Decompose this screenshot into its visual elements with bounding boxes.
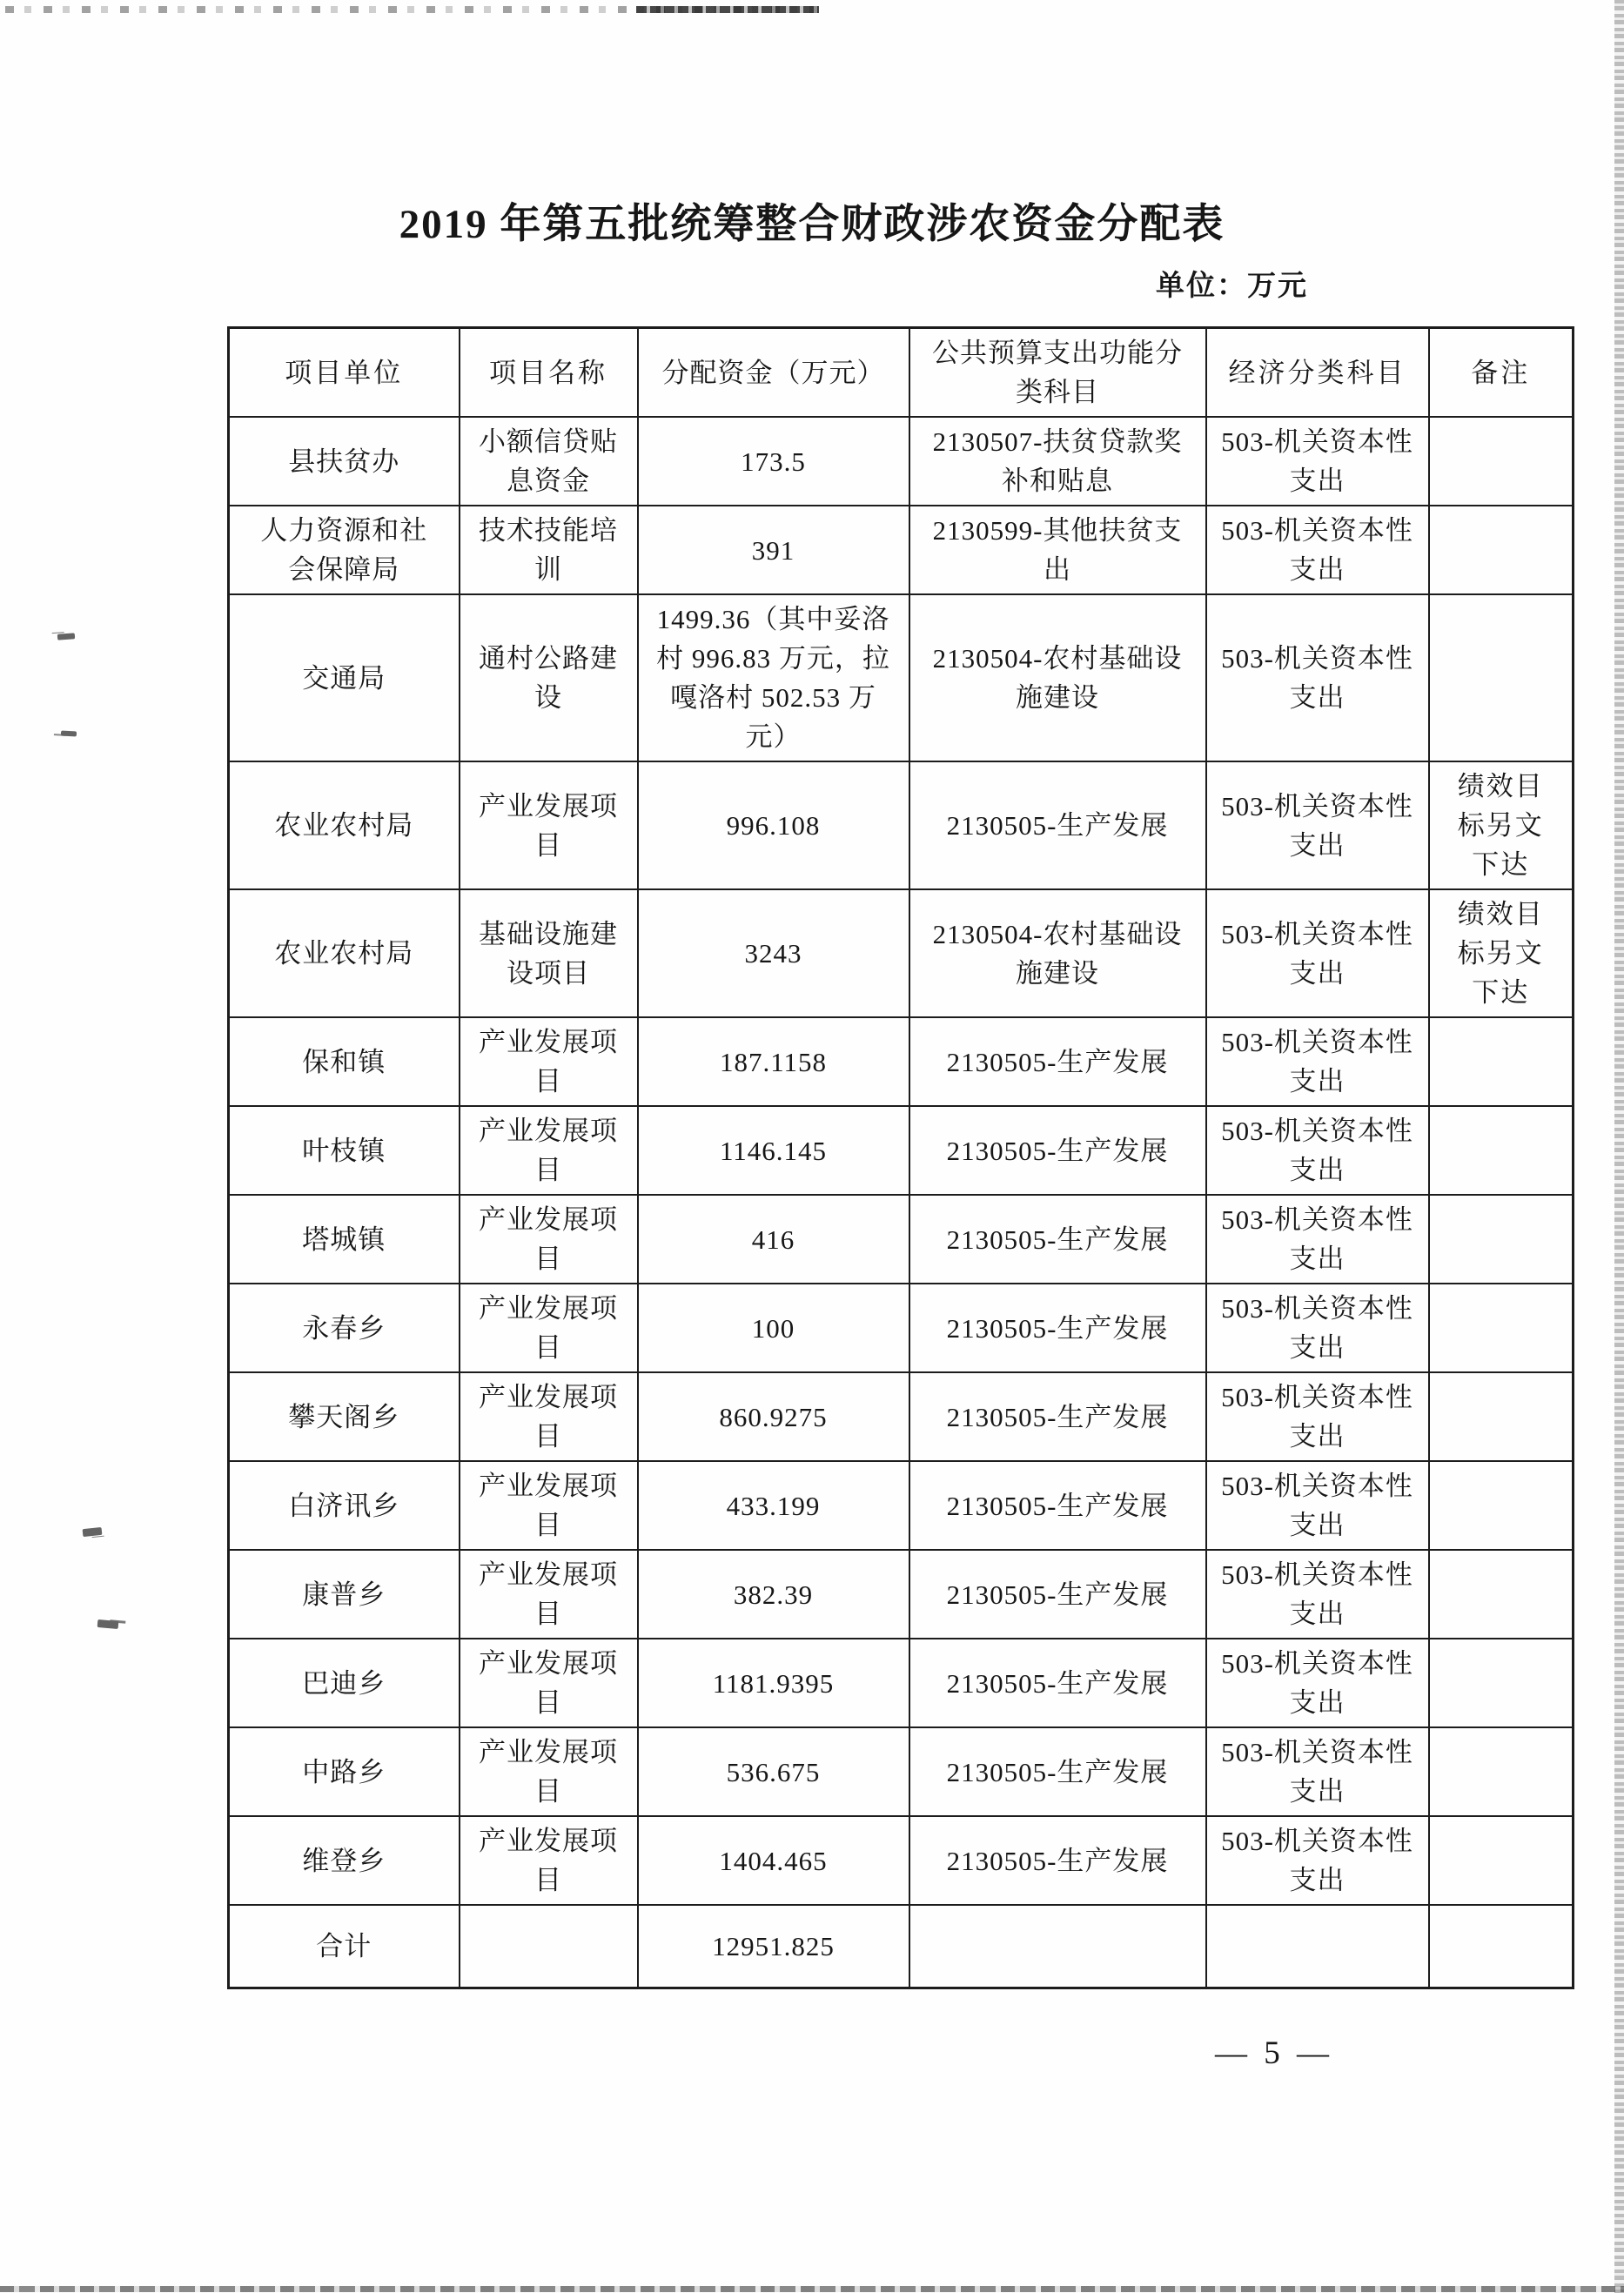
table-cell — [460, 1905, 638, 1988]
table-cell — [1429, 417, 1574, 506]
table-cell: 503-机关资本性支出 — [1206, 1195, 1429, 1284]
table-cell: 康普乡 — [229, 1550, 460, 1639]
table-container — [227, 326, 1572, 1989]
table-cell: 产业发展项目 — [460, 1639, 638, 1727]
table-cell: 3243 — [638, 889, 909, 1017]
table-cell: 合计 — [229, 1905, 460, 1988]
table-cell: 503-机关资本性支出 — [1206, 761, 1429, 889]
table-row — [229, 1461, 1574, 1550]
table-cell: 2130505-生产发展 — [909, 761, 1206, 889]
table-cell: 416 — [638, 1195, 909, 1284]
table-cell: 187.1158 — [638, 1017, 909, 1106]
header-project-unit: 项目单位 — [229, 328, 460, 418]
table-cell: 人力资源和社会保障局 — [229, 506, 460, 594]
table-cell: 产业发展项目 — [460, 1550, 638, 1639]
unit-label: 单位：万元 — [1156, 271, 1308, 302]
table-cell: 农业农村局 — [229, 889, 460, 1017]
table-cell: 攀天阁乡 — [229, 1372, 460, 1461]
table-row — [229, 417, 1574, 506]
table-cell — [1429, 594, 1574, 761]
table-cell: 技术技能培训 — [460, 506, 638, 594]
table-cell: 860.9275 — [638, 1372, 909, 1461]
table-cell: 2130505-生产发展 — [909, 1195, 1206, 1284]
table-row — [229, 1639, 1574, 1727]
table-cell: 2130505-生产发展 — [909, 1017, 1206, 1106]
table-cell — [1429, 1727, 1574, 1816]
table-row — [229, 1550, 1574, 1639]
header-economic-category: 经济分类科目 — [1206, 328, 1429, 418]
table-cell: 白济讯乡 — [229, 1461, 460, 1550]
table-body — [229, 417, 1574, 1988]
table-cell: 536.675 — [638, 1727, 909, 1816]
table-cell: 1146.145 — [638, 1106, 909, 1195]
table-cell: 通村公路建设 — [460, 594, 638, 761]
table-cell: 2130505-生产发展 — [909, 1550, 1206, 1639]
table-cell: 产业发展项目 — [460, 1461, 638, 1550]
table-cell: 12951.825 — [638, 1905, 909, 1988]
table-cell — [1429, 1816, 1574, 1905]
table-cell: 叶枝镇 — [229, 1106, 460, 1195]
table-row — [229, 1106, 1574, 1195]
table-cell: 产业发展项目 — [460, 1816, 638, 1905]
table-cell: 基础设施建设项目 — [460, 889, 638, 1017]
table-row — [229, 1017, 1574, 1106]
table-cell: 2130505-生产发展 — [909, 1816, 1206, 1905]
table-row — [229, 1195, 1574, 1284]
table-cell: 产业发展项目 — [460, 761, 638, 889]
table-cell — [1429, 1550, 1574, 1639]
table-cell: 1499.36（其中妥洛村 996.83 万元，拉嘎洛村 502.53 万元） — [638, 594, 909, 761]
scan-smudge — [61, 731, 77, 737]
table-cell: 产业发展项目 — [460, 1106, 638, 1195]
table-row — [229, 889, 1574, 1017]
header-remarks: 备注 — [1429, 328, 1574, 418]
table-cell — [1429, 1461, 1574, 1550]
table-cell: 2130504-农村基础设施建设 — [909, 889, 1206, 1017]
table-cell: 503-机关资本性支出 — [1206, 1106, 1429, 1195]
table-cell — [1429, 1195, 1574, 1284]
table-row — [229, 594, 1574, 761]
table-cell: 2130505-生产发展 — [909, 1284, 1206, 1372]
table-cell: 503-机关资本性支出 — [1206, 506, 1429, 594]
table-cell: 2130505-生产发展 — [909, 1372, 1206, 1461]
table-cell — [1429, 1284, 1574, 1372]
table-row — [229, 506, 1574, 594]
table-cell: 503-机关资本性支出 — [1206, 1727, 1429, 1816]
table-cell — [1429, 506, 1574, 594]
table-cell: 产业发展项目 — [460, 1727, 638, 1816]
table-cell: 产业发展项目 — [460, 1372, 638, 1461]
table-cell: 绩效目标另文下达 — [1429, 761, 1574, 889]
table-cell: 小额信贷贴息资金 — [460, 417, 638, 506]
scan-artifact-bottom — [0, 2286, 1624, 2292]
table-cell: 交通局 — [229, 594, 460, 761]
scan-artifact-right-edge — [1614, 0, 1624, 2293]
table-header — [229, 328, 1574, 418]
table-cell: 503-机关资本性支出 — [1206, 1017, 1429, 1106]
table-cell: 503-机关资本性支出 — [1206, 1461, 1429, 1550]
table-cell: 2130505-生产发展 — [909, 1461, 1206, 1550]
table-cell: 产业发展项目 — [460, 1195, 638, 1284]
table-header-row — [229, 328, 1574, 418]
table-row — [229, 1372, 1574, 1461]
table-cell: 保和镇 — [229, 1017, 460, 1106]
table-row — [229, 1727, 1574, 1816]
table-cell — [1429, 1106, 1574, 1195]
table-cell: 2130505-生产发展 — [909, 1727, 1206, 1816]
table-cell: 维登乡 — [229, 1816, 460, 1905]
table-cell: 503-机关资本性支出 — [1206, 889, 1429, 1017]
table-cell: 绩效目标另文下达 — [1429, 889, 1574, 1017]
table-cell: 503-机关资本性支出 — [1206, 1550, 1429, 1639]
table-cell: 塔城镇 — [229, 1195, 460, 1284]
table-cell: 农业农村局 — [229, 761, 460, 889]
table-cell: 2130507-扶贫贷款奖补和贴息 — [909, 417, 1206, 506]
table-cell — [1206, 1905, 1429, 1988]
table-cell: 产业发展项目 — [460, 1017, 638, 1106]
table-cell: 1404.465 — [638, 1816, 909, 1905]
table-cell: 2130504-农村基础设施建设 — [909, 594, 1206, 761]
table-cell: 996.108 — [638, 761, 909, 889]
scan-artifact-top — [5, 6, 819, 13]
header-budget-function-category: 公共预算支出功能分类科目 — [909, 328, 1206, 418]
table-cell: 503-机关资本性支出 — [1206, 1816, 1429, 1905]
table-cell: 503-机关资本性支出 — [1206, 1284, 1429, 1372]
table-cell: 503-机关资本性支出 — [1206, 594, 1429, 761]
table-cell: 391 — [638, 506, 909, 594]
table-row — [229, 1816, 1574, 1905]
table-total-row — [229, 1905, 1574, 1988]
table-cell: 1181.9395 — [638, 1639, 909, 1727]
document-title: 2019 年第五批统筹整合财政涉农资金分配表 — [399, 202, 1225, 247]
header-allocated-funds: 分配资金（万元） — [638, 328, 909, 418]
table-cell — [1429, 1372, 1574, 1461]
table-cell: 巴迪乡 — [229, 1639, 460, 1727]
table-cell: 382.39 — [638, 1550, 909, 1639]
table-cell: 永春乡 — [229, 1284, 460, 1372]
table-row — [229, 1284, 1574, 1372]
table-cell: 173.5 — [638, 417, 909, 506]
scan-smudge — [83, 1527, 103, 1537]
table-row — [229, 761, 1574, 889]
table-cell: 433.199 — [638, 1461, 909, 1550]
table-cell: 2130599-其他扶贫支出 — [909, 506, 1206, 594]
table-cell — [1429, 1017, 1574, 1106]
table-cell: 100 — [638, 1284, 909, 1372]
table-cell: 县扶贫办 — [229, 417, 460, 506]
table-cell: 503-机关资本性支出 — [1206, 1639, 1429, 1727]
allocation-table — [227, 326, 1574, 1989]
table-cell: 503-机关资本性支出 — [1206, 417, 1429, 506]
table-cell: 2130505-生产发展 — [909, 1106, 1206, 1195]
table-cell: 503-机关资本性支出 — [1206, 1372, 1429, 1461]
page-number: — 5 — — [1215, 2035, 1333, 2071]
scan-smudge — [57, 633, 75, 640]
scan-smudge — [97, 1619, 119, 1629]
table-cell — [1429, 1639, 1574, 1727]
header-project-name: 项目名称 — [460, 328, 638, 418]
table-cell: 2130505-生产发展 — [909, 1639, 1206, 1727]
table-cell — [1429, 1905, 1574, 1988]
table-cell: 产业发展项目 — [460, 1284, 638, 1372]
table-cell — [909, 1905, 1206, 1988]
table-cell: 中路乡 — [229, 1727, 460, 1816]
